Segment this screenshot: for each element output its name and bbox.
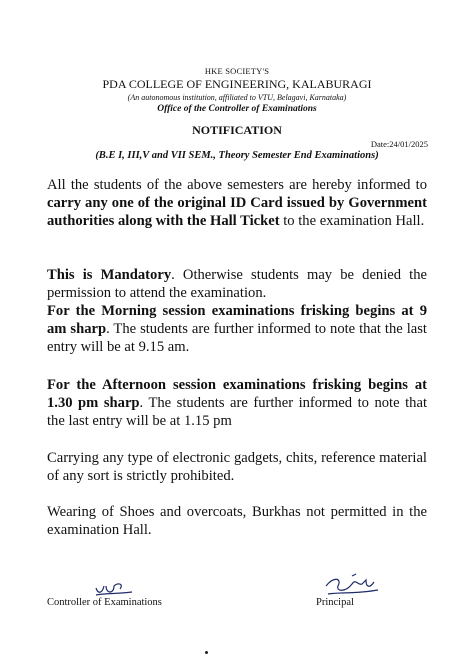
college-name: PDA COLLEGE OF ENGINEERING, KALABURAGI — [102, 77, 372, 91]
paragraph-id-card: All the students of the above semesters are hereby informed to carry any one of the original ID Card issued by Government authorities along with the Hall Ticket to the examination Hall. — [47, 177, 427, 229]
paragraph-morning-session: For the Morning session examinations frisking begins at 9 am sharp. The students are further informed to note that the last entry will be at 9.15 am. — [47, 303, 427, 355]
paragraph-gadgets: Carrying any type of electronic gadgets, chits, reference material of any sort is strictly prohibited. — [47, 450, 427, 484]
society-name: HKE SOCIETY'S — [204, 66, 270, 76]
affiliation-line: (An autonomous institution, affiliated to VTU, Belagavi, Karnataka) — [127, 93, 347, 102]
page-mark-dot — [205, 651, 208, 654]
controller-signature-label: Controller of Examinations — [47, 597, 162, 608]
principal-signature-label: Principal — [316, 597, 354, 608]
notification-title: NOTIFICATION — [192, 123, 282, 137]
notice-date: Date:24/01/2025 — [370, 139, 428, 149]
notice-subject: (B.E I, III,V and VII SEM., Theory Semester End Examinations) — [95, 150, 379, 161]
paragraph-mandatory: This is Mandatory. Otherwise students may be denied the permission to attend the examination. — [47, 267, 428, 301]
paragraph-afternoon-session: For the Afternoon session examinations frisking begins at 1.30 pm sharp. The students are further informed to note that the last entry will be at 1.15 pm — [47, 377, 427, 429]
paragraph-dress-code: Wearing of Shoes and overcoats, Burkhas not permitted in the examination Hall. — [47, 504, 427, 538]
office-line: Office of the Controller of Examinations — [157, 104, 317, 114]
